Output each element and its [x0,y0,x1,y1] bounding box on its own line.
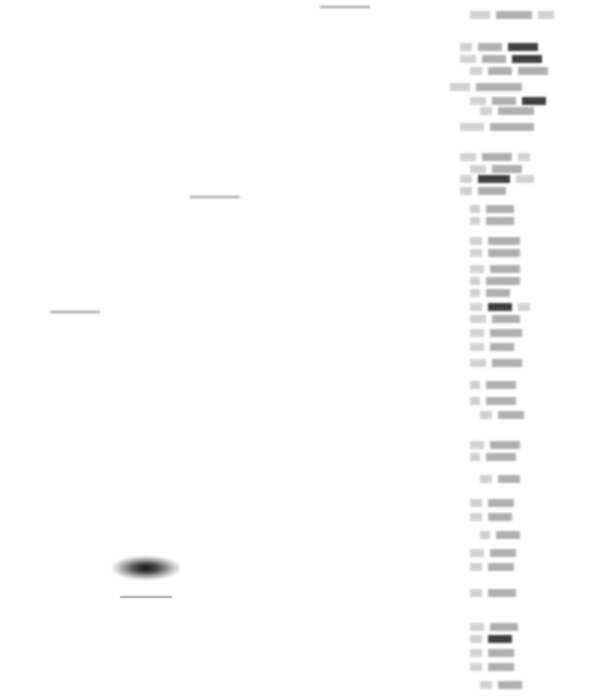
right-list-row[interactable] [480,680,522,690]
cursor-marker [112,556,180,580]
right-list-row[interactable] [470,288,510,298]
left-marker [50,311,100,313]
right-list-row[interactable] [480,106,534,116]
right-list-row[interactable] [470,452,516,462]
middle-marker [190,196,240,198]
right-list-row[interactable] [470,342,514,352]
top-marker [320,6,370,8]
right-list-row[interactable] [470,164,522,174]
right-list-row[interactable] [470,562,514,572]
right-list-row[interactable] [480,474,520,484]
right-list-row[interactable] [470,216,514,226]
right-list-row[interactable] [470,96,546,106]
right-list-row[interactable] [470,498,514,508]
right-list-row[interactable] [470,396,516,406]
right-list-row[interactable] [470,358,522,368]
right-list-row[interactable] [470,302,530,312]
right-list-row[interactable] [470,548,516,558]
right-list-row[interactable] [480,410,524,420]
cursor-underline [120,596,172,598]
right-list-row[interactable] [470,276,520,286]
right-list-row[interactable] [470,440,520,450]
right-list-row[interactable] [470,588,516,598]
right-list-row[interactable] [470,66,548,76]
right-list [450,0,600,700]
right-list-row[interactable] [470,648,514,658]
right-list-row[interactable] [450,82,522,92]
right-list-row[interactable] [460,186,506,196]
right-list-row[interactable] [460,122,534,132]
right-list-row[interactable] [460,54,542,64]
right-list-row[interactable] [470,248,520,258]
right-list-row[interactable] [470,236,520,246]
right-list-row[interactable] [470,634,512,644]
right-list-row[interactable] [480,530,520,540]
right-list-row[interactable] [470,264,520,274]
right-list-row[interactable] [460,174,534,184]
right-list-row[interactable] [470,10,554,20]
right-list-row[interactable] [460,152,530,162]
right-list-row[interactable] [470,328,522,338]
right-list-row[interactable] [470,512,512,522]
right-list-row[interactable] [460,42,538,52]
right-list-row[interactable] [470,662,514,672]
right-list-row[interactable] [470,204,514,214]
right-list-row[interactable] [470,380,516,390]
right-list-row[interactable] [470,314,520,324]
right-list-row[interactable] [470,622,518,632]
